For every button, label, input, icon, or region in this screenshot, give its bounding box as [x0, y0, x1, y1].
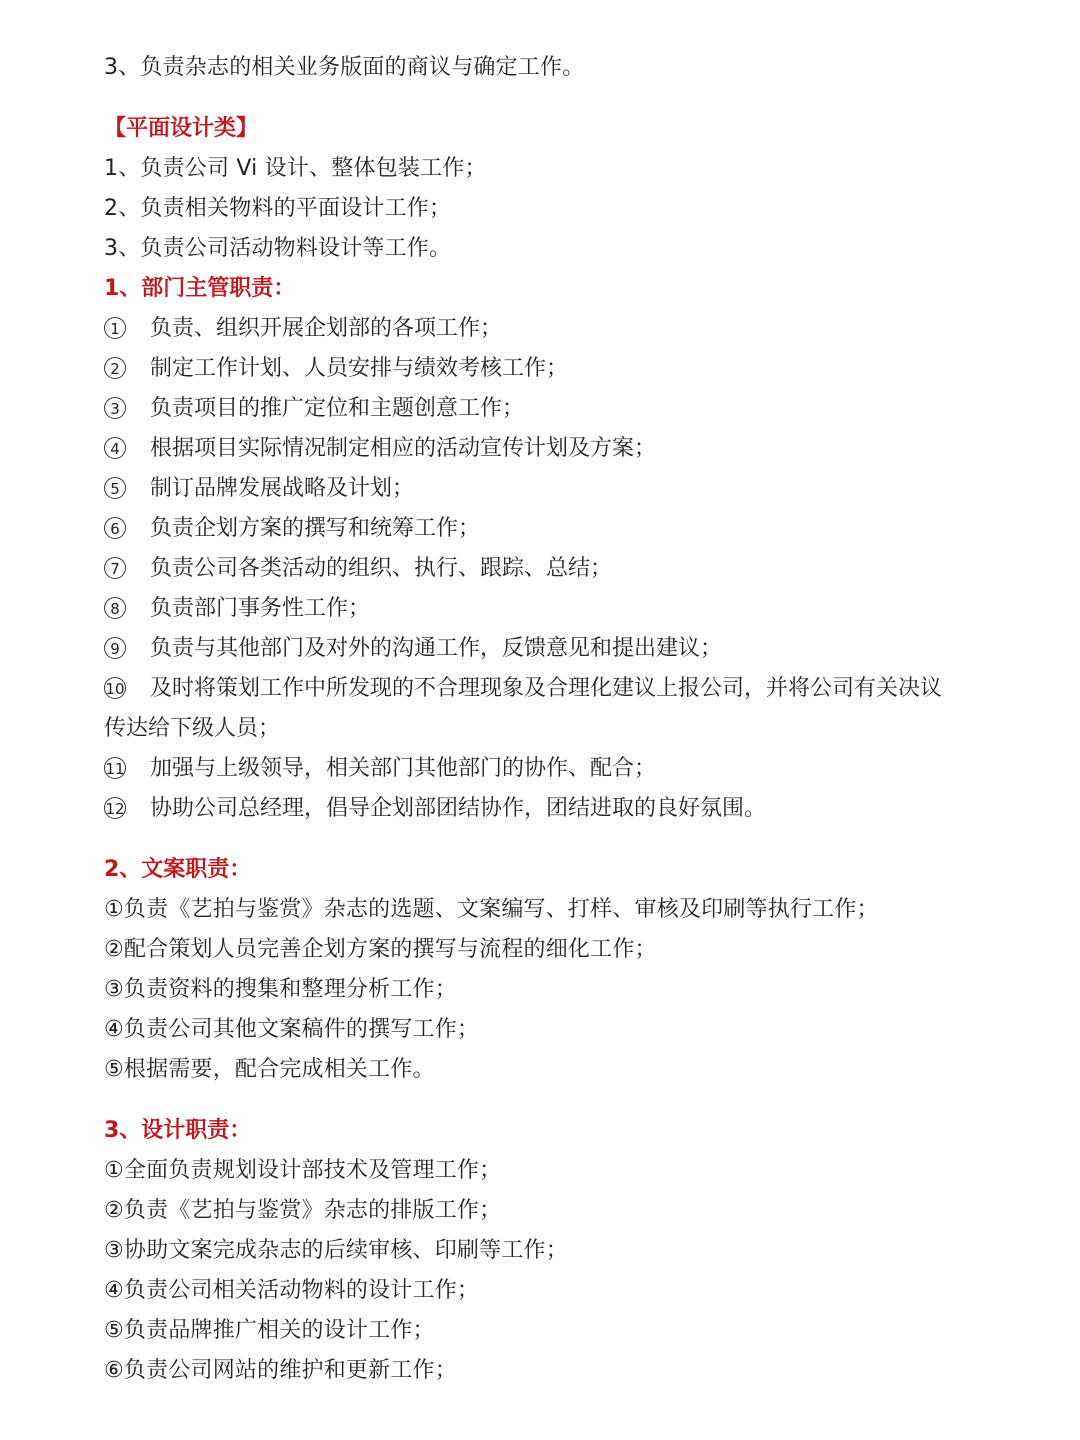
manager-duty-text: 制定工作计划、人员安排与绩效考核工作；: [150, 356, 569, 381]
manager-duty-item: [104, 429, 1004, 469]
manager-duty-text: 负责、组织开展企划部的各项工作；: [150, 316, 503, 341]
manager-duty-item: [104, 349, 1004, 389]
circled-number: 11: [104, 757, 126, 779]
manager-duty-item: [104, 469, 1004, 509]
graphic-design-item: 2、负责相关物料的平面设计工作；: [104, 196, 452, 221]
manager-duty-text: 负责企划方案的撰写和统筹工作；: [150, 516, 481, 541]
design-duty-item: ⑥负责公司网站的维护和更新工作；: [104, 1358, 457, 1383]
design-duty-item: ③协助文案完成杂志的后续审核、印刷等工作；: [104, 1238, 568, 1263]
manager-duty-item: [104, 309, 1004, 349]
copywriting-duty-item: ⑤根据需要，配合完成相关工作。: [104, 1057, 435, 1082]
design-duty-item: ⑤负责品牌推广相关的设计工作；: [104, 1318, 435, 1343]
document-body: [104, 48, 1004, 1391]
manager-duty-item: [104, 509, 1004, 549]
intro-line: 3、负责杂志的相关业务版面的商议与确定工作。: [104, 55, 585, 80]
design-duty-item: ②负责《艺拍与鉴赏》杂志的排版工作；: [104, 1198, 502, 1223]
copywriting-duties-heading: 2、文案职责：: [104, 857, 252, 882]
copywriting-duty-item: ②配合策划人员完善企划方案的撰写与流程的细化工作；: [104, 937, 657, 962]
manager-duty-text: 根据项目实际情况制定相应的活动宣传计划及方案；: [150, 436, 657, 461]
copywriting-duty-item: ④负责公司其他文案稿件的撰写工作；: [104, 1017, 480, 1042]
circled-number: 12: [104, 797, 126, 819]
manager-duty-item: [104, 789, 1004, 829]
manager-duty-text-continued: 传达给下级人员；: [104, 716, 281, 741]
manager-duty-item: [104, 549, 1004, 589]
circled-number: 3: [104, 397, 126, 419]
design-duty-item: ①全面负责规划设计部技术及管理工作；: [104, 1158, 502, 1183]
graphic-design-item: 1、负责公司 Vi 设计、整体包装工作；: [104, 156, 487, 181]
manager-duty-text: 负责公司各类活动的组织、执行、跟踪、总结；: [150, 556, 613, 581]
manager-duty-text: 及时将策划工作中所发现的不合理现象及合理化建议上报公司，并将公司有关决议: [150, 676, 943, 701]
circled-number: 5: [104, 477, 126, 499]
design-duty-item: ④负责公司相关活动物料的设计工作；: [104, 1278, 480, 1303]
manager-duty-item: [104, 589, 1004, 629]
design-duties-heading: 3、设计职责：: [104, 1118, 252, 1143]
circled-number: 8: [104, 597, 126, 619]
copywriting-duty-item: ①负责《艺拍与鉴赏》杂志的选题、文案编写、打样、审核及印刷等执行工作；: [104, 897, 879, 922]
circled-number: 9: [104, 637, 126, 659]
manager-duty-text: 加强与上级领导，相关部门其他部门的协作、配合；: [150, 756, 657, 781]
manager-duty-item: [104, 669, 1004, 749]
manager-duty-item: [104, 389, 1004, 429]
circled-number: 1: [104, 317, 126, 339]
circled-number: 10: [104, 677, 126, 699]
circled-number: 4: [104, 437, 126, 459]
manager-duty-text: 负责部门事务性工作；: [150, 596, 371, 621]
manager-duty-text: 协助公司总经理，倡导企划部团结协作，团结进取的良好氛围。: [150, 796, 767, 821]
manager-duty-text: 制订品牌发展战略及计划；: [150, 476, 415, 501]
manager-duty-text: 负责与其他部门及对外的沟通工作，反馈意见和提出建议；: [150, 636, 723, 661]
manager-duty-item: [104, 749, 1004, 789]
circled-number: 7: [104, 557, 126, 579]
manager-duty-item: [104, 629, 1004, 669]
manager-duties-heading: 1、部门主管职责：: [104, 276, 296, 301]
copywriting-duty-item: ③负责资料的搜集和整理分析工作；: [104, 977, 457, 1002]
graphic-design-heading: 【平面设计类】: [104, 116, 259, 141]
graphic-design-item: 3、负责公司活动物料设计等工作。: [104, 236, 452, 261]
manager-duty-text: 负责项目的推广定位和主题创意工作；: [150, 396, 525, 421]
circled-number: 2: [104, 357, 126, 379]
circled-number: 6: [104, 517, 126, 539]
